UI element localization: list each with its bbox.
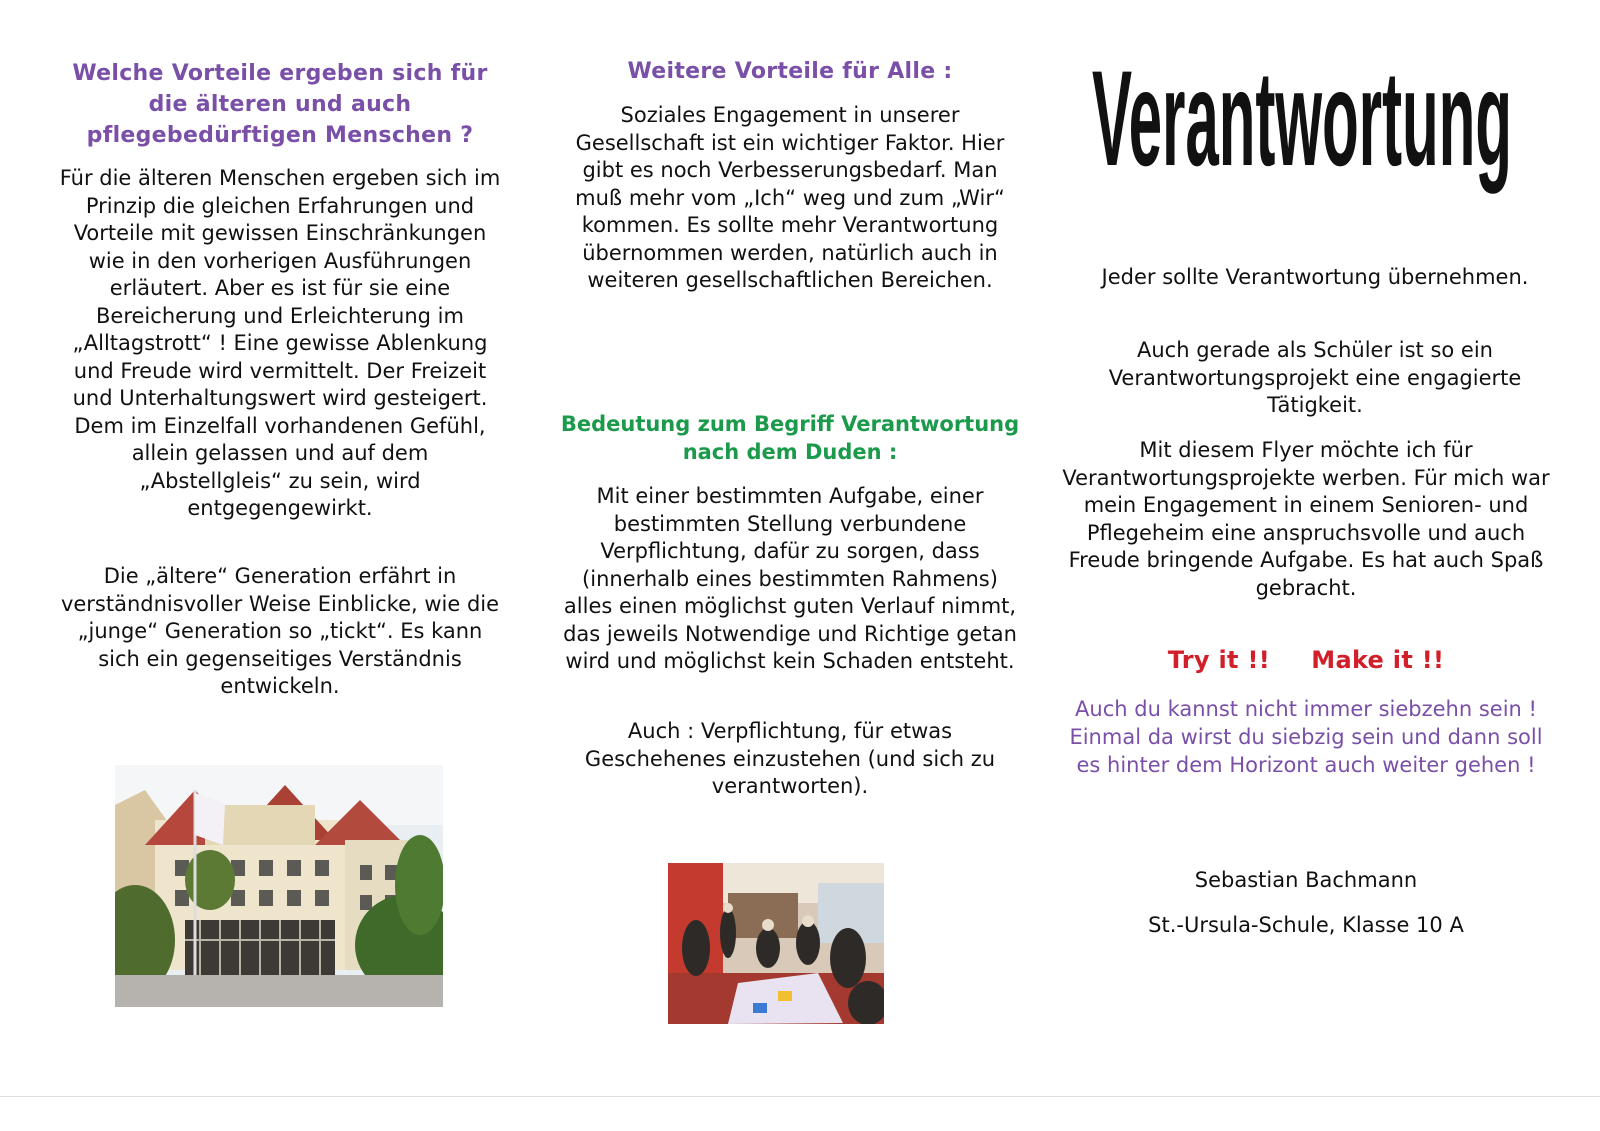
verantwortung-title-art xyxy=(1080,50,1525,200)
middle-paragraph-1: Soziales Engagement in unserer Gesellschaft ist ein wichtiger Faktor. Hier gibt es noch Verbesserungsbedarf. Man muß mehr vom „Ich“ weg und zum „Wir“ kommen. Es sollte mehr Verantwortung übernommen werden, natürlich auch in weiteren gesellschaftlichen Bereichen. xyxy=(575,103,1005,292)
seniors-group-activity-photo xyxy=(668,863,884,1024)
left-paragraph-1: Für die älteren Menschen ergeben sich im Prinzip die gleichen Erfahrungen und Vorteile mit gewissen Einschränkungen wie in den vorherigen Ausführungen erläutert. Aber es ist für sie eine Bereicherung und Erleichterung im „Alltagstrott“ ! Eine gewisse Ablenkung und Freude wird vermittelt. Der Freizeit und Unterhaltungswert wird gesteigert. Dem im Einzelfall vorhandenen Gefühl, allein gelassen und auf dem „Abstellgleis“ zu sein, wird entgegengewirkt. xyxy=(59,166,501,520)
slogan-make-it: Make it !! xyxy=(1311,646,1445,674)
right-paragraph-1: Jeder sollte Verantwortung übernehmen. xyxy=(1101,265,1529,289)
author-name: Sebastian Bachmann xyxy=(1194,868,1418,892)
right-quote: Auch du kannst nicht immer siebzehn sein ! Einmal da wirst du siebzig sein und dann soll es hinter dem Horizont auch weiter gehen ! xyxy=(1069,697,1543,777)
middle-paragraph-3: Auch : Verpflichtung, für etwas Geschehenes einzustehen (und sich zu verantworten). xyxy=(584,719,996,798)
nursing-home-building-photo xyxy=(115,765,443,1007)
middle-heading-2: Bedeutung zum Begriff Verantwortung nach dem Duden : xyxy=(560,412,1020,464)
bottom-divider xyxy=(0,1096,1600,1097)
slogan-row xyxy=(1057,646,1555,674)
right-paragraph-3: Mit diesem Flyer möchte ich für Verantwortungsprojekte werben. Für mich war mein Engagement in einem Senioren- und Pflegeheim eine anspruchsvolle und auch Freude bringende Aufgabe. Es hat auch Spaß gebracht. xyxy=(1062,438,1550,600)
slogan-try-it: Try it !! xyxy=(1167,646,1270,674)
middle-paragraph-2: Mit einer bestimmten Aufgabe, einer bestimmten Stellung verbundene Verpflichtung, dafür zu sorgen, dass (innerhalb eines bestimmten Rahmens) alles einen möglichst guten Verlauf nimmt, das jeweils Notwendige und Richtige getan wird und möglichst kein Schaden entsteht. xyxy=(563,484,1017,673)
right-paragraph-2: Auch gerade als Schüler ist so ein Verantwortungsprojekt eine engagierte Tätigkeit. xyxy=(1108,338,1522,417)
title-text: Verantwortung xyxy=(1092,50,1512,194)
left-heading: Welche Vorteile ergeben sich für die älteren und auch pflegebedürftigen Menschen ? xyxy=(72,61,488,148)
middle-heading-1: Weitere Vorteile für Alle : xyxy=(627,59,953,84)
left-paragraph-2: Die „ältere“ Generation erfährt in verständnisvoller Weise Einblicke, wie die „junge“ Generation so „tickt“. Es kann sich ein gegenseitiges Verständnis entwickeln. xyxy=(60,564,500,698)
school-class: St.-Ursula-Schule, Klasse 10 A xyxy=(1148,913,1464,937)
